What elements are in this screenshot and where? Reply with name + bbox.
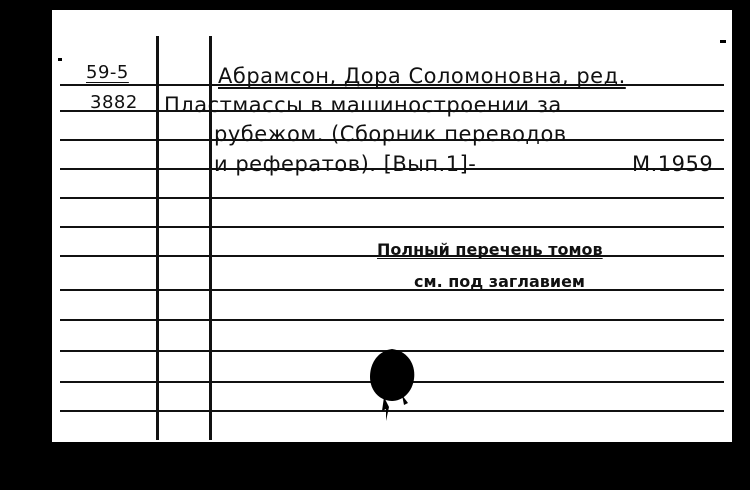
ruled-line xyxy=(60,197,724,199)
call-number-bottom: 3882 xyxy=(90,92,138,113)
stamp-line-2 xyxy=(414,272,585,291)
margin-line-left xyxy=(156,36,159,440)
author-line: Абрамсон, Дора Соломоновна, ред. xyxy=(218,64,626,88)
call-number-top: 59-5 xyxy=(86,62,129,83)
imprint: М.1959 xyxy=(632,152,714,176)
ruled-line xyxy=(60,289,724,291)
stamp-line-1-text: Полный перечень томов xyxy=(377,240,603,259)
ruled-line xyxy=(60,226,724,228)
catalog-card xyxy=(52,10,732,442)
stamp-line-2-prefix: см. под xyxy=(414,272,484,291)
title-line-1: Пластмассы в машиностроении за xyxy=(164,93,562,117)
speck xyxy=(720,40,726,43)
stamp-line-2-underlined: заглавием xyxy=(488,272,585,291)
title-line-2: рубежом. (Сборник переводов xyxy=(214,122,567,146)
speck xyxy=(58,58,62,61)
ruled-line xyxy=(60,319,724,321)
stamp-line-1 xyxy=(377,240,603,259)
title-line-3: и рефератов). [Вып.1]- xyxy=(214,152,477,176)
punch-hole-blot xyxy=(362,345,422,425)
